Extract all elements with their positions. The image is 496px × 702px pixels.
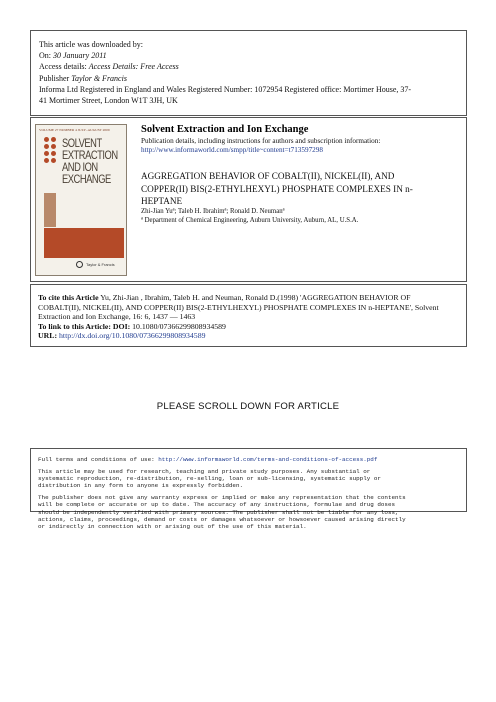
- access-details-value: Access Details: Free Access: [88, 62, 179, 72]
- url-line: [38, 331, 466, 341]
- doi-line: [38, 322, 466, 332]
- registered-office-line1: Informa Ltd Registered in England and Wales Registered Number: 1072954 Registered office: Mortimer House, 37-: [39, 84, 412, 94]
- download-heading: This article was downloaded by:: [39, 40, 143, 49]
- journal-cover-image: [35, 124, 127, 276]
- terms-link[interactable]: http://www.informaworld.com/terms-and-conditions-of-access.pdf: [158, 456, 378, 463]
- doi-value: 10.1080/07366299808934589: [130, 321, 226, 331]
- scroll-down-notice: PLEASE SCROLL DOWN FOR ARTICLE: [156, 401, 340, 412]
- author-affiliation: ª Department of Chemical Engineering, Auburn University, Auburn, AL, U.S.A.: [141, 217, 359, 224]
- author-list: Zhi-Jian Yuª; Taleb H. Ibrahimª; Ronald D. Neumanª: [141, 208, 285, 215]
- terms-disclaimer-paragraph: The publisher does not give any warranty express or implied or make any representation that the contents will be complete or accurate or up to date. The accuracy of any instructions, formulae and drug doses should be independently verified with primary sources. The publisher shall not be liable for any loss, actions, claims, proceedings, demand or costs or damages whatsoever or howsoever caused arising directly or indirectly in connection with or arising out of the use of this material.: [38, 494, 406, 530]
- publisher-value: Taylor & Francis: [71, 73, 127, 83]
- download-date-value: 30 January 2011: [53, 51, 107, 61]
- doi-label: To link to this Article: DOI:: [38, 321, 131, 331]
- cover-band: [44, 228, 124, 258]
- cover-publisher: Taylor & Francis: [86, 262, 115, 267]
- download-date: On: 30 January 2011: [39, 51, 107, 61]
- citation-box: [30, 284, 467, 347]
- url-label: URL:: [38, 331, 58, 341]
- taylor-francis-logo-icon: [76, 261, 83, 268]
- cite-line-3: Extraction and Ion Exchange, 16: 6, 1437 — 1463: [38, 312, 196, 322]
- download-info-box: [30, 30, 467, 116]
- access-details: Access details: Access Details: Free Access: [39, 62, 179, 72]
- cover-dot-pattern: [44, 137, 60, 171]
- cover-strip: [44, 193, 56, 227]
- cover-title: SOLVENT EXTRACTION AND ION EXCHANGE: [62, 136, 118, 186]
- cite-label: To cite this Article: [38, 293, 99, 302]
- registered-office-line2: 41 Mortimer Street, London W1T 3JH, UK: [39, 96, 178, 106]
- cite-line-2: COBALT(II), NICKEL(II), AND COPPER(II) BIS(2-ETHYLHEXYL) PHOSPHATE COMPLEXES IN n-HEPTANE', Solvent: [38, 302, 439, 312]
- journal-title: Solvent Extraction and Ion Exchange: [141, 124, 309, 135]
- article-info-box: [30, 117, 467, 282]
- full-terms-line: Full terms and conditions of use: http://www.informaworld.com/terms-and-conditions-of-access.pdf: [38, 456, 378, 463]
- article-title: AGGREGATION BEHAVIOR OF COBALT(II), NICKEL(II), AND COPPER(II) BIS(2-ETHYLHEXYL) PHOSPHATE COMPLEXES IN n- HEPTANE: [141, 171, 413, 206]
- terms-box: [30, 448, 467, 530]
- publisher-line: Publisher Taylor & Francis: [39, 73, 127, 83]
- cover-issue-line: VOLUME 27 NUMBER 4 JULY–AUGUST 2009: [39, 128, 110, 132]
- subscription-link[interactable]: http://www.informaworld.com/smpp/title~content=t713597298: [141, 146, 323, 154]
- cite-line-1: To cite this Article Yu, Zhi-Jian , Ibrahim, Taleb H. and Neuman, Ronald D.(1998) 'AGGREGATION BEHAVIOR OF: [38, 293, 411, 302]
- publication-details: Publication details, including instructions for authors and subscription information:: [141, 137, 381, 145]
- terms-usage-paragraph: This article may be used for research, teaching and private study purposes. Any substantial or systematic reproduction, re-distribution, re-selling, loan or sub-licensing, systematic supply or distribution in any form to anyone is expressly forbidden.: [38, 468, 381, 490]
- doi-url-link[interactable]: http://dx.doi.org/10.1080/07366299808934589: [57, 331, 206, 341]
